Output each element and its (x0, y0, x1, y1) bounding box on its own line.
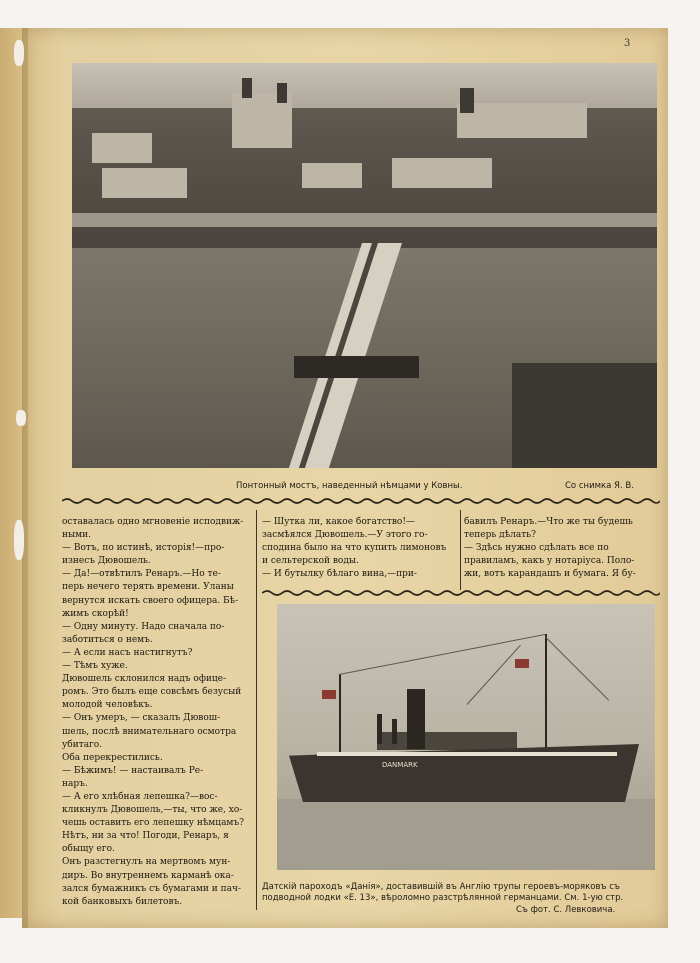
paper-tear (14, 520, 24, 560)
pontoon-bridge-photo (72, 63, 657, 468)
text-line: молодой человѣкъ. (62, 700, 153, 711)
ship-rigging (339, 634, 545, 675)
text-line: Оба перекрестились. (62, 752, 163, 763)
ship-funnel (407, 689, 425, 749)
ship-photo-credit: Съ фот. С. Левковича. (516, 905, 616, 915)
text-line: сподина было на что купить лимоновъ (262, 543, 447, 554)
text-line: заботиться о немъ. (62, 634, 153, 645)
text-line: жи, вотъ карандашъ и бумага. Я бу- (464, 569, 636, 580)
text-line: убитаго. (62, 739, 103, 750)
text-line: бавилъ Ренаръ.—Что же ты будешь (464, 517, 633, 527)
text-line: Нѣтъ, ни за что! Погоди, Ренаръ, я (62, 831, 229, 842)
text-line: — Онъ умеръ, — сказалъ Дювош- (62, 713, 221, 724)
text-line: ромъ. Это былъ еще совсѣмъ безусый (62, 687, 242, 698)
article-column-2 (262, 516, 458, 581)
text-line: обыщу его. (62, 844, 115, 855)
text-line: оставалась одно мгновеніе исподвиж- (62, 517, 244, 527)
text-line: кликнулъ Дювошель,—ты, что же, хо- (62, 805, 243, 816)
photo-building (102, 168, 187, 198)
top-photo-credit: Со снимка Я. В. (565, 481, 634, 491)
text-line: — Да!—отвѣтилъ Ренаръ.—Но те- (62, 569, 221, 580)
ship-hull-stripe (317, 752, 617, 756)
steamship-photo (277, 604, 655, 870)
photo-barge (294, 356, 419, 378)
text-line: ными. (62, 530, 92, 541)
photo-cathedral-tower (460, 88, 474, 113)
ship-mast (545, 634, 547, 754)
text-line: — Шутка ли, какое богатство!— (262, 517, 415, 527)
ship-rigging (467, 645, 521, 705)
ship-rigging (545, 636, 609, 700)
paper-tear (16, 410, 26, 426)
text-line: засмѣялся Дювошель.—У этого го- (262, 530, 428, 541)
photo-church-tower (242, 78, 252, 98)
text-line: перь нечего терять времени. Уланы (62, 582, 234, 593)
photo-building (302, 163, 362, 188)
article-column-1 (62, 516, 252, 909)
top-photo-caption: Понтонный мостъ, наведенный нѣмцами у Ковны. (236, 481, 463, 491)
paper-tear (14, 40, 24, 66)
photo-church-tower (277, 83, 287, 103)
ship-flag (322, 690, 336, 699)
ship-ventilator (377, 714, 382, 744)
photo-embankment (72, 213, 657, 227)
article-column-3 (464, 516, 660, 581)
text-line: — Бѣжимъ! — настаивалъ Ре- (62, 765, 204, 776)
photo-building (92, 133, 152, 163)
text-line: и сельтерской воды. (262, 556, 359, 567)
text-line: — И бутылку бѣлаго вина,—при- (262, 569, 417, 580)
text-line: — Вотъ, по истинѣ, исторія!—про- (62, 543, 225, 554)
photo-building (392, 158, 492, 188)
text-line: наръ. (62, 778, 88, 789)
text-line: кой банковыхъ билетовъ. (62, 896, 183, 907)
column-rule (256, 510, 257, 910)
text-line: зался бумажникъ съ бумагами и пач- (62, 883, 242, 894)
text-line: — Одну минуту. Надо сначала по- (62, 621, 225, 632)
text-line: — А его хлѣбная лепешка?—вос- (62, 791, 218, 802)
text-line: — Тѣмъ хуже. (62, 661, 128, 672)
wavy-rule (62, 497, 660, 505)
ship-flag (515, 659, 529, 668)
photo-cathedral (457, 103, 587, 138)
text-line: — Здѣсь нужно сдѣлать все по (464, 543, 609, 554)
text-line: — А если насъ настигнутъ? (62, 647, 193, 658)
ship-hull-lettering: DANMARK (382, 761, 418, 769)
page-number: 3 (624, 38, 631, 49)
page-fold-shadow (22, 28, 28, 928)
text-line: Дювошель склонился надъ офице- (62, 674, 227, 685)
ship-ventilator (392, 719, 397, 744)
text-line: жимъ скорѣй! (62, 608, 129, 619)
wavy-rule (262, 589, 660, 597)
column-rule (460, 510, 461, 590)
text-line: теперь дѣлать? (464, 530, 536, 541)
text-line: правиламъ, какъ у нотаріуса. Поло- (464, 556, 635, 567)
text-line: изнесъ Дювошель. (62, 556, 151, 567)
ship-photo-caption: Датскій пароходъ «Данія», доставившій въ Англію трупы героевъ-моряковъ съ подводной лодки «Е. 13», вѣроломно разстрѣлянной германцами. См. 1-ую стр. (262, 882, 624, 903)
ship-mast (339, 674, 341, 754)
text-line: вернутся искать своего офицера. Бѣ- (62, 595, 239, 606)
ship-superstructure (377, 732, 517, 750)
text-line: Онъ разстегнулъ на мертвомъ мун- (62, 857, 231, 868)
photo-sea (277, 799, 655, 870)
text-line: чешь оставить его лепешку нѣмцамъ? (62, 818, 244, 829)
photo-shore (512, 363, 657, 468)
text-line: диръ. Во внутреннемъ карманѣ ока- (62, 870, 234, 881)
text-line: шель, послѣ внимательнаго осмотра (62, 726, 237, 737)
